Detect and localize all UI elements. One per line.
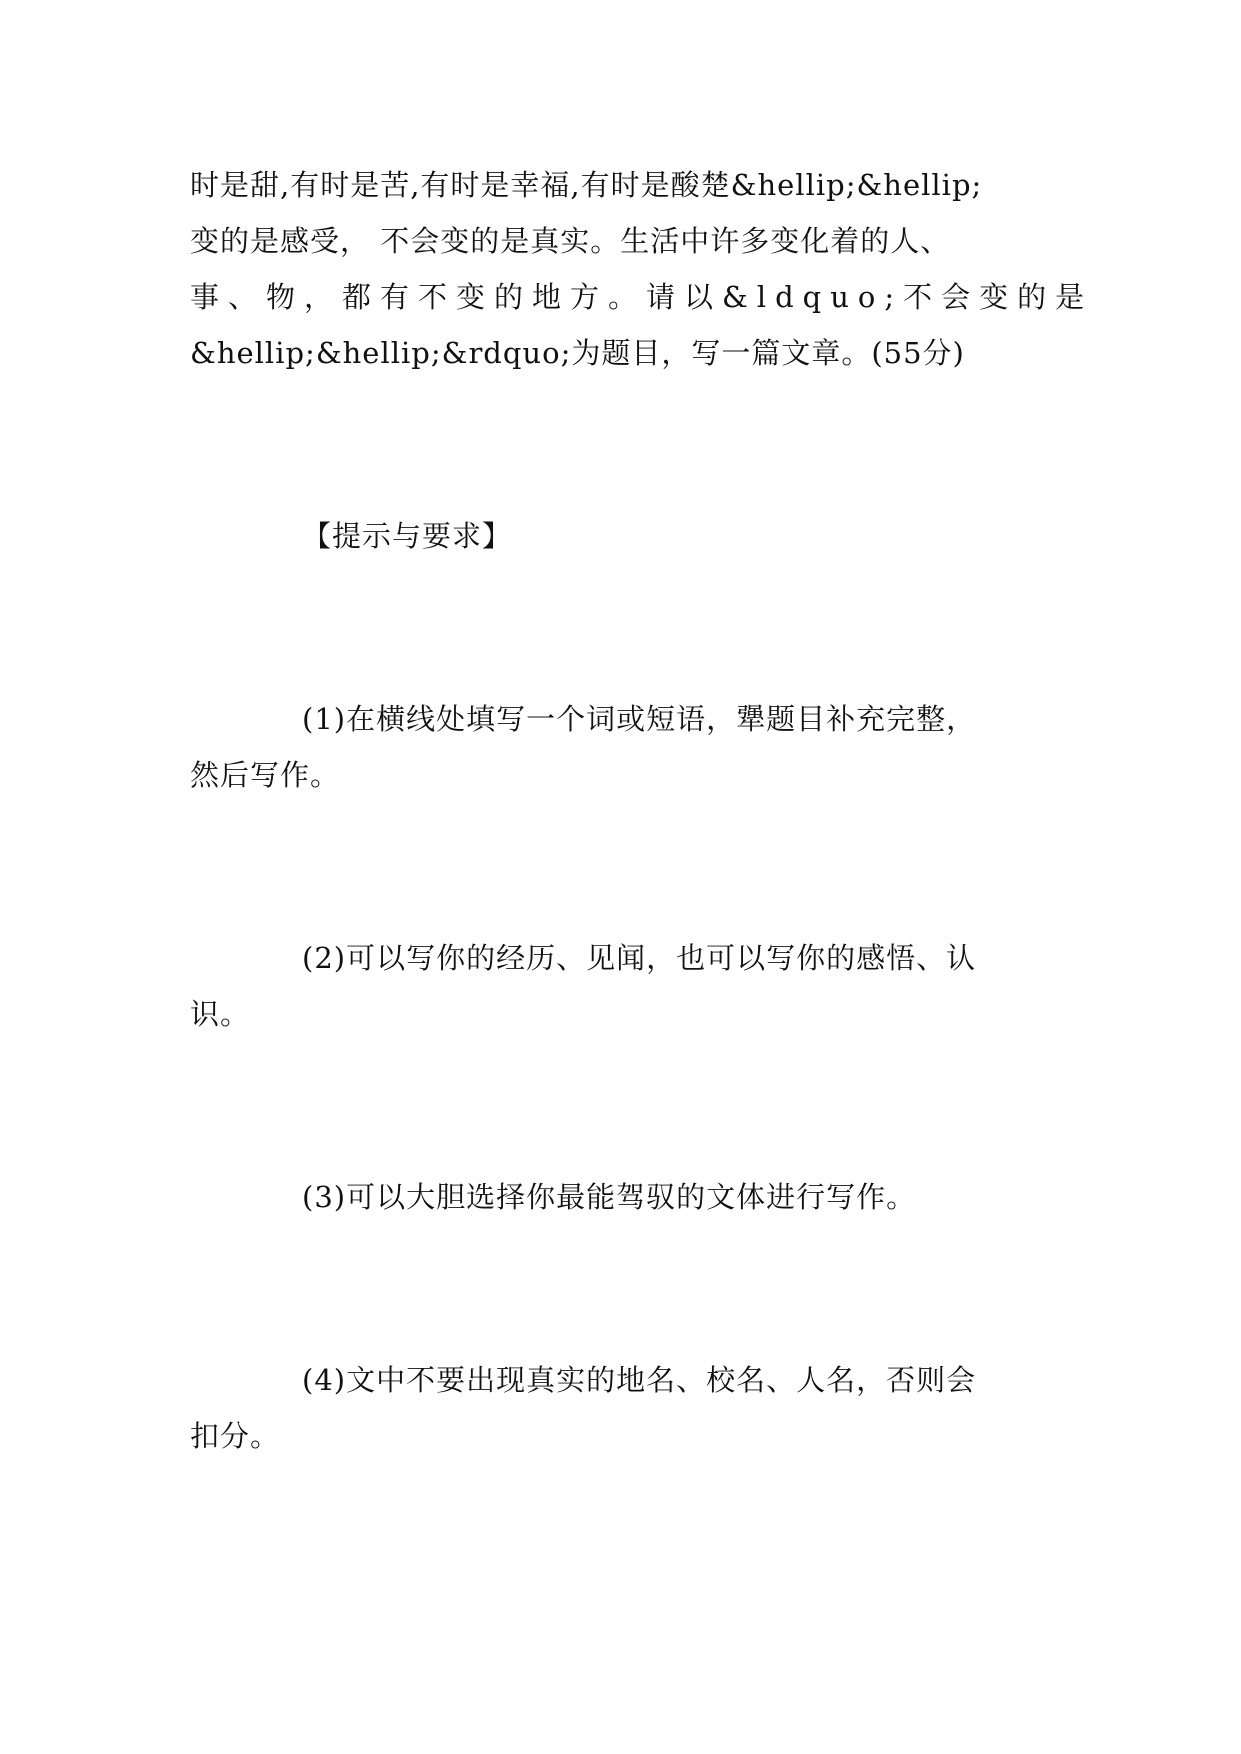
paragraph-line-2: 变的是感受， 不会变的是真实。生活中许多变化着的人、 [190, 224, 951, 258]
requirement-2-line-2: 识。 [190, 997, 251, 1031]
requirement-1-line-2: 然后写作。 [190, 758, 341, 792]
requirement-4-line-2: 扣分。 [190, 1419, 281, 1453]
requirement-1-line-1: (1)在横线处填写一个词或短语，犟题目补充完整， [302, 702, 977, 736]
paragraph-line-3: 事、物，都有不变的地方。请以&ldquo;不会变的是 [190, 280, 1094, 314]
paragraph-line-4: &hellip;&hellip;&rdquo;为题目，写一篇文章。(55分) [190, 336, 965, 370]
paragraph-line-1: 时是甜,有时是苦,有时是幸福,有时是酸楚&hellip;&hellip; [190, 168, 983, 202]
requirement-4-line-1: (4)文中不要出现真实的地名、校名、人名，否则会 [302, 1363, 977, 1397]
section-heading: 【提示与要求】 [302, 519, 513, 553]
requirement-3-line-1: (3)可以大胆选择你最能驾驭的文体进行写作。 [302, 1180, 917, 1214]
requirement-2-line-1: (2)可以写你的经历、见闻，也可以写你的感悟、认 [302, 941, 977, 975]
